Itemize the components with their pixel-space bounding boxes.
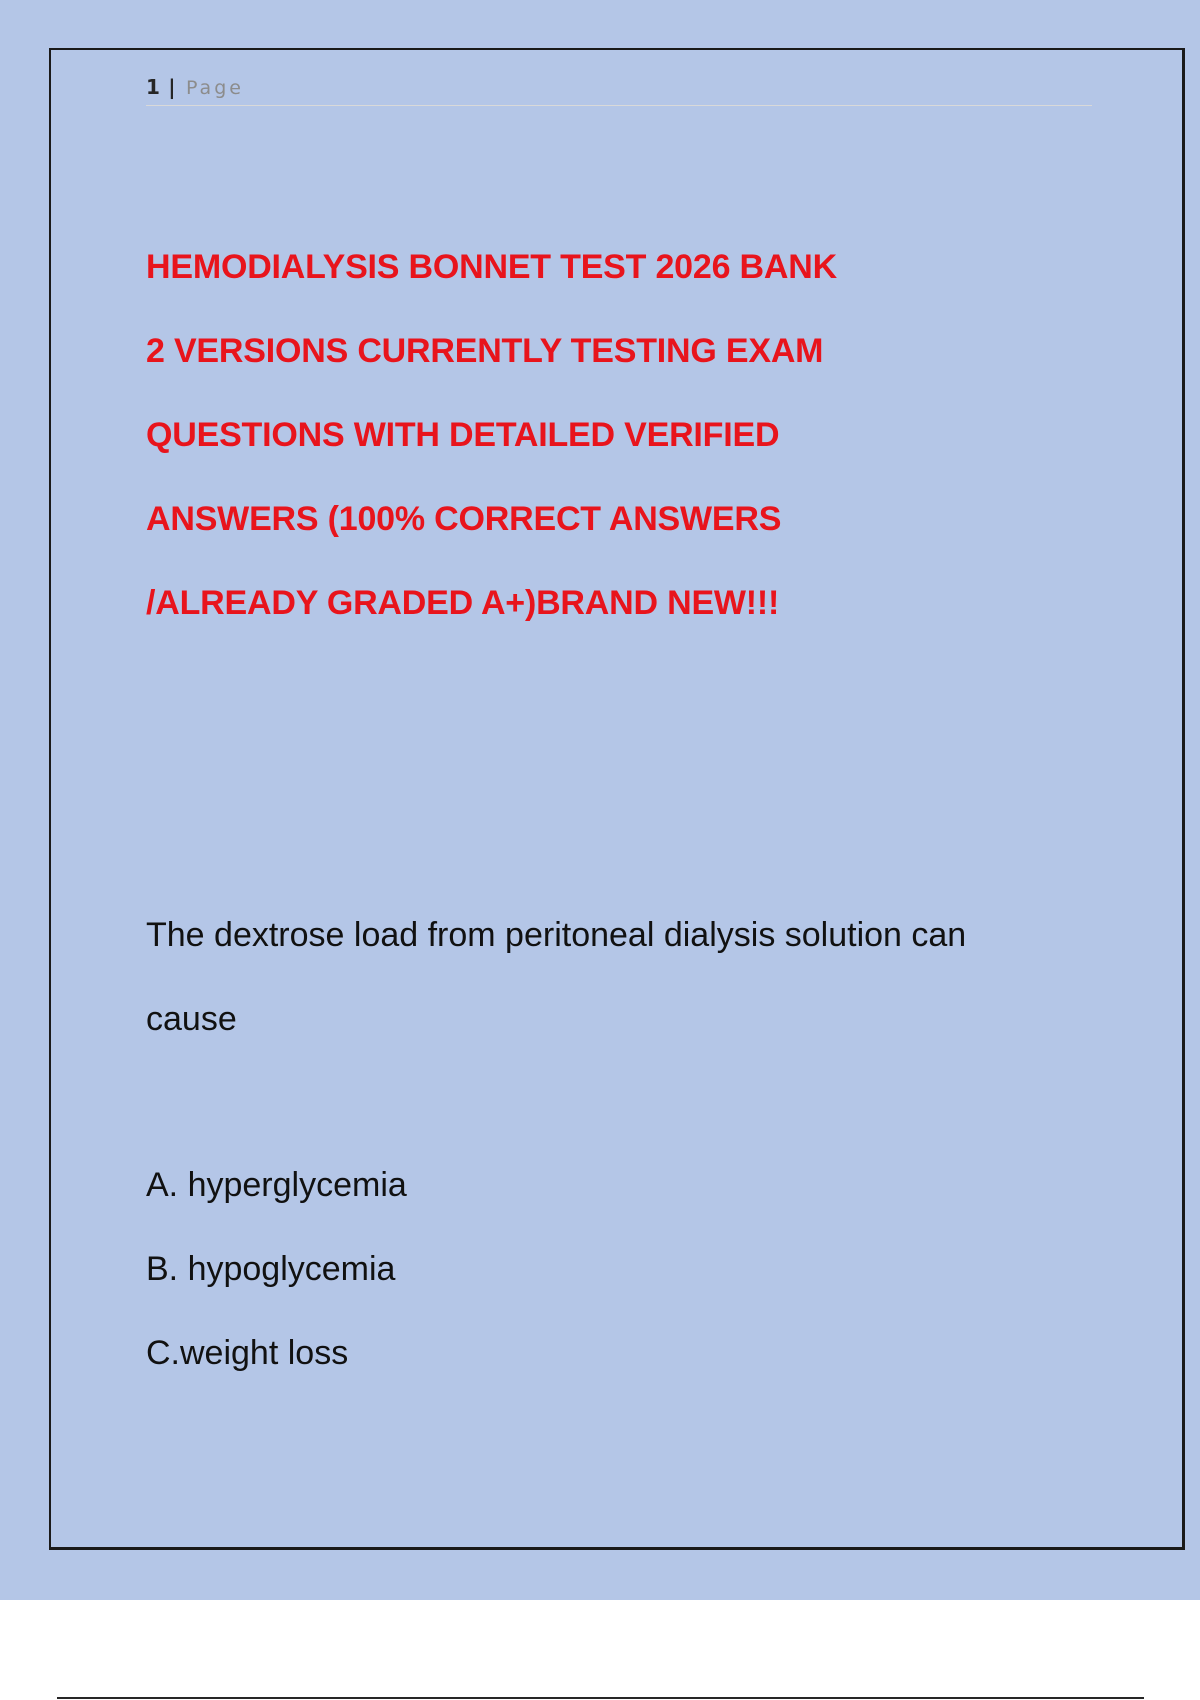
answer-option-b: B. hypoglycemia [146,1250,396,1288]
question-line: cause [146,1000,237,1038]
title-line: HEMODIALYSIS BONNET TEST 2026 BANK [146,248,837,286]
question-text [146,904,1106,1072]
page-header [146,72,1092,106]
title-line: QUESTIONS WITH DETAILED VERIFIED [146,416,780,454]
document-title [146,238,1126,658]
answer-option-c: C.weight loss [146,1334,349,1372]
question-line: The dextrose load from peritoneal dialysis solution can [146,916,967,954]
page-label: Page [185,77,244,99]
title-line: ANSWERS (100% CORRECT ANSWERS [146,500,782,538]
title-line: 2 VERSIONS CURRENTLY TESTING EXAM [146,332,824,370]
answer-options [146,1158,1046,1410]
answer-option-a: A. hyperglycemia [146,1166,407,1204]
title-line: /ALREADY GRADED A+)BRAND NEW!!! [146,584,780,622]
page-number: 1 [146,75,160,99]
page-header-separator: | [168,75,176,99]
footer-divider [57,1697,1144,1699]
